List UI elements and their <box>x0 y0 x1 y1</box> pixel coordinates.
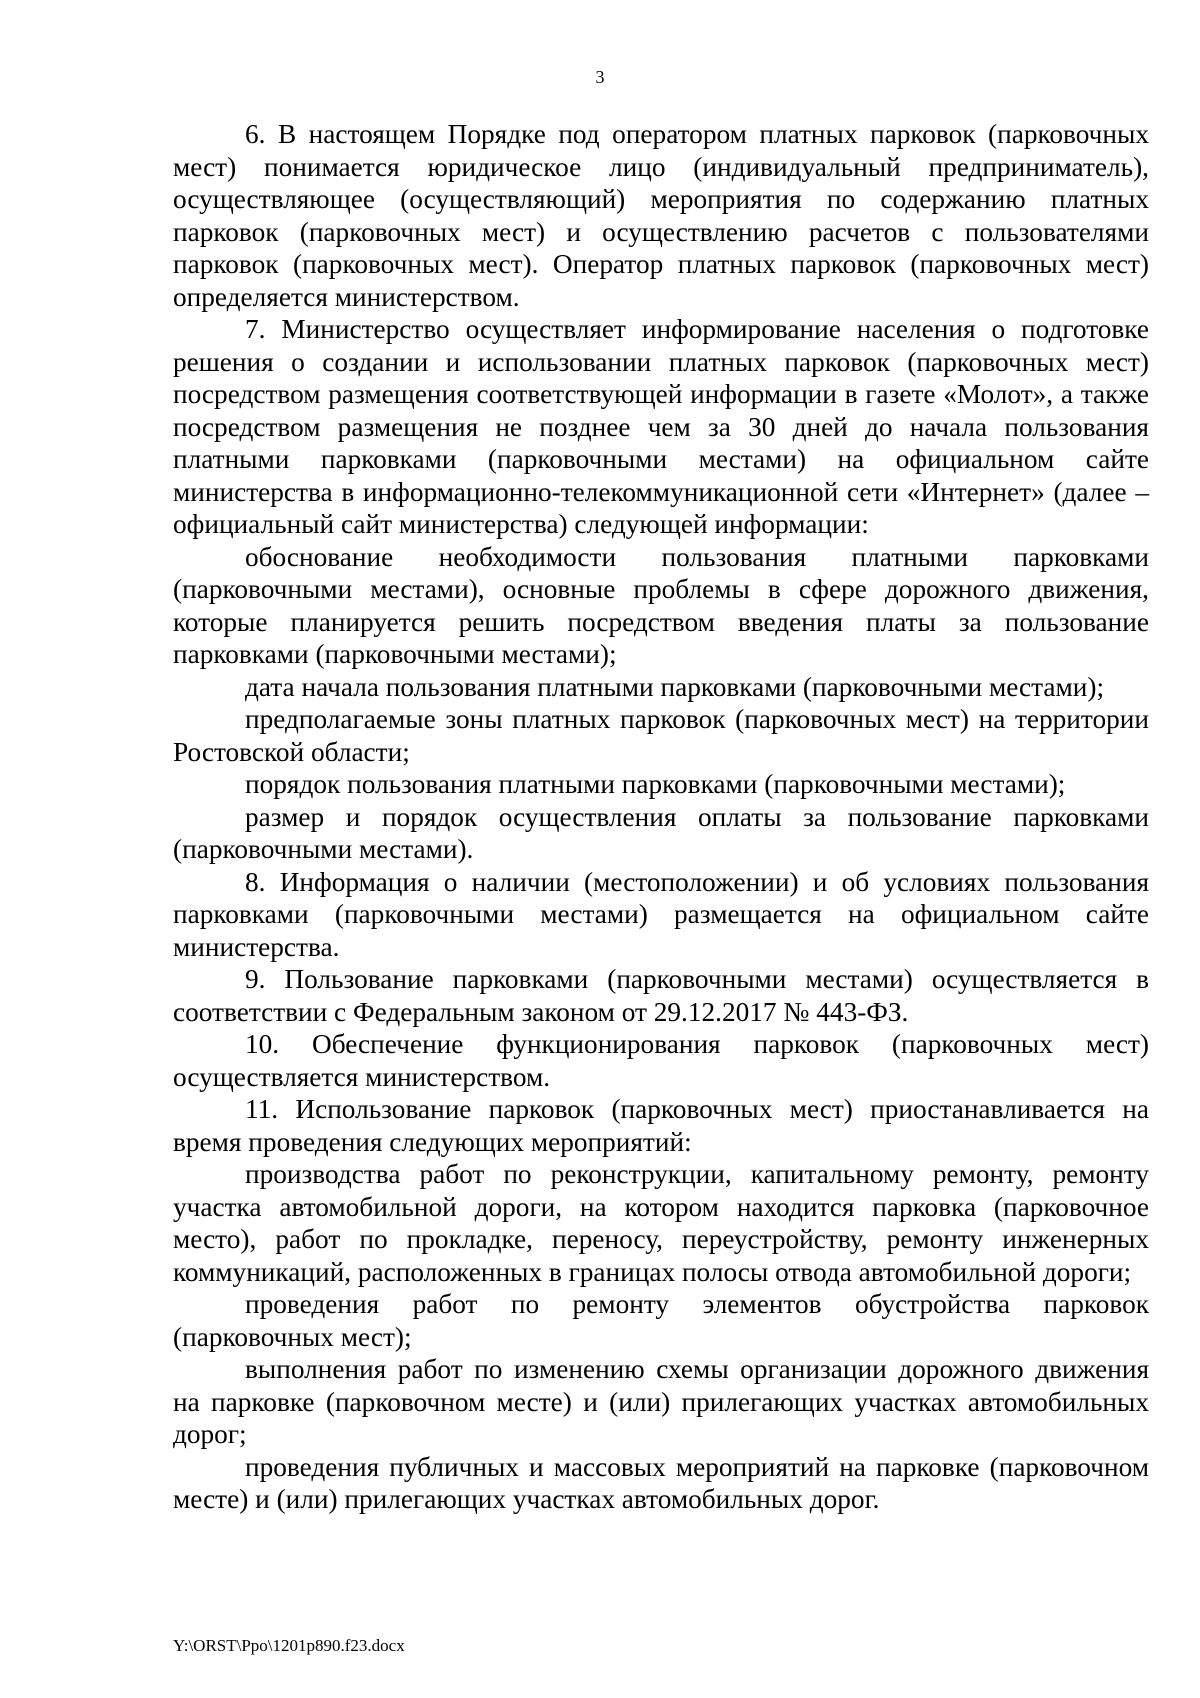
list-item-parking-zones: предполагаемые зоны платных парковок (парковочных мест) на территории Ростовской области; <box>173 704 1149 767</box>
footer-file-path: Y:\ORST\Ppo\1201p890.f23.docx <box>173 1636 405 1655</box>
list-item-road-works: производства работ по реконструкции, капитальному ремонту, ремонту участка автомобильной дороги, на котором находится парковка (парковочное место), работ по прокладке, переносу, переустройству, ремонту инженерных коммуникаций, расположенных в границах полосы отвода автомобильной дороги; <box>173 1159 1149 1287</box>
document-body <box>173 118 1149 1516</box>
list-item-payment-procedure: размер и порядок осуществления оплаты за пользование парковками (парковочными местами). <box>173 801 1149 864</box>
paragraph-10-operation: 10. Обеспечение функционирования парковок (парковочных мест) осуществляется министерством. <box>173 1029 1149 1092</box>
paragraph-9-federal-law: 9. Пользование парковками (парковочными местами) осуществляется в соответствии с Федеральным законом от 29.12.2017 № 443-ФЗ. <box>173 964 1149 1027</box>
list-item-public-events: проведения публичных и массовых мероприятий на парковке (парковочном месте) и (или) прилегающих участках автомобильных дорог. <box>173 1451 1149 1514</box>
list-item-usage-procedure: порядок пользования платными парковками (парковочными местами); <box>245 769 1066 799</box>
list-item-repair-works: проведения работ по ремонту элементов обустройства парковок (парковочных мест); <box>173 1289 1149 1352</box>
paragraph-7-public-information: 7. Министерство осуществляет информирование населения о подготовке решения о создании и использовании платных парковок (парковочных мест) посредством размещения соответствующей информации в газете «Молот», а также посредством размещения не позднее чем за 30 дней до начала пользования платными парковками (парковочными местами) на официальном сайте министерства в информационно-телекоммуникационной сети «Интернет» (далее – официальный сайт министерства) следующей информации: <box>173 314 1149 539</box>
list-item-start-date: дата начала пользования платными парковками (парковочными местами); <box>245 671 1105 702</box>
page-number: 3 <box>595 67 605 87</box>
paragraph-6-operator-definition: 6. В настоящем Порядке под оператором платных парковок (парковочных мест) понимается юридическое лицо (индивидуальный предприниматель), осуществляющее (осуществляющий) мероприятия по содержанию платных парковок (парковочных мест) и осуществлению расчетов с пользователями парковок (парковочных мест). Оператор платных парковок (парковочных мест) определяется министерством. <box>173 119 1149 312</box>
paragraph-11-suspension: 11. Использование парковок (парковочных мест) приостанавливается на время проведения следующих мероприятий: <box>173 1094 1149 1157</box>
paragraph-8-location-info: 8. Информация о наличии (местоположении) и об условиях пользования парковками (парковочными местами) размещается на официальном сайте министерства. <box>173 866 1149 962</box>
list-item-justification: обоснование необходимости пользования платными парковками (парковочными местами), основные проблемы в сфере дорожного движения, которые планируется решить посредством введения платы за пользование парковками (парковочными местами); <box>173 541 1149 669</box>
list-item-traffic-scheme: выполнения работ по изменению схемы организации дорожного движения на парковке (парковочном месте) и (или) прилегающих участках автомобильных дорог; <box>173 1354 1149 1449</box>
